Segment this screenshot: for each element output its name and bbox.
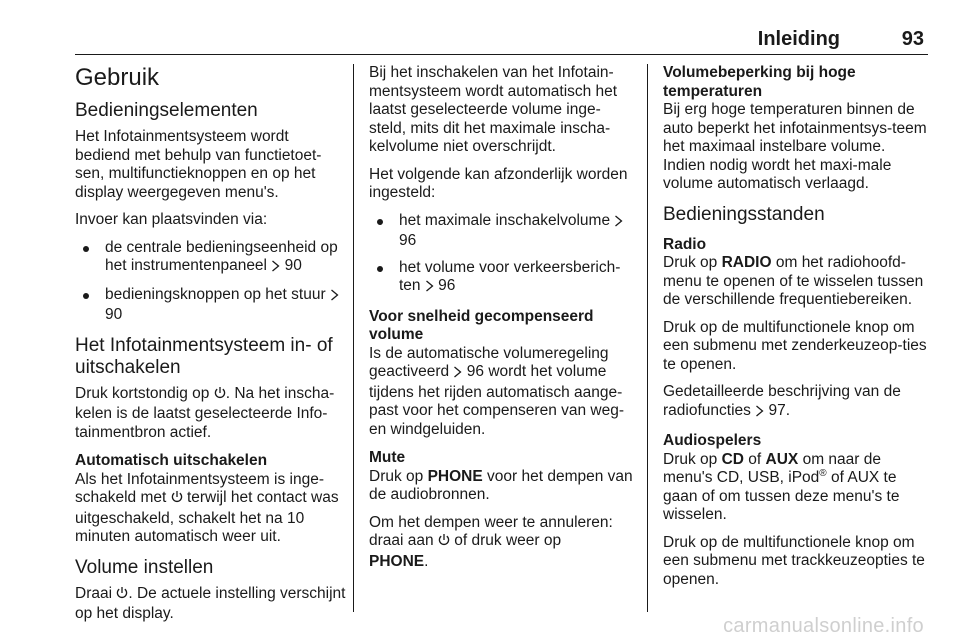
column-2 xyxy=(369,64,634,580)
list-item: het maximale inschakelvolume 96 xyxy=(369,212,634,251)
input-intro: Invoer kan plaatsvinden via: xyxy=(75,211,268,228)
onoff-text: Druk kortstondig op . Na het inscha-kelen is de laatst geselecteerde Info-tainmentbron actief. xyxy=(75,384,335,441)
list-item: de centrale bedieningseenheid op het instrumentenpaneel 90 xyxy=(75,239,347,278)
settings-intro: Het volgende kan afzonderlijk worden ingesteld: xyxy=(369,165,628,201)
audio-submenu-text: Druk op de multifunctionele knop om een submenu met trackkeuzeopties te openen. xyxy=(663,533,925,588)
onoff-heading: Het Infotainmentsysteem in- of uitschakelen xyxy=(75,334,333,378)
column-1 xyxy=(75,64,347,633)
radio-submenu-text: Druk op de multifunctionele knop om een submenu met zenderkeuzeop-ties te openen. xyxy=(663,318,927,373)
volume-heading: Volume instellen xyxy=(75,556,214,578)
phone-key-label: PHONE xyxy=(427,467,483,485)
settings-list xyxy=(369,212,634,298)
column-divider-2 xyxy=(647,64,648,612)
bullet-icon xyxy=(83,246,89,252)
watermark: carmanualsonline.info xyxy=(723,615,924,637)
cd-key-label: CD xyxy=(721,450,744,468)
power-knob-icon xyxy=(438,533,450,553)
section-title: Inleiding xyxy=(757,28,840,50)
page-number: 93 xyxy=(901,28,924,50)
auto-off-heading: Automatisch uitschakelen xyxy=(75,452,268,469)
page-reference[interactable]: 90 xyxy=(105,306,123,323)
column-divider-1 xyxy=(353,64,354,612)
audio-players-text: Druk op CD of AUX om naar de menu's CD, USB, iPod® of AUX te gaan of om tussen deze menu's te wisselen. xyxy=(663,450,900,523)
page-reference[interactable]: 96 xyxy=(438,277,456,294)
startup-volume-text: Bij het inschakelen van het Infotain-mentsysteem wordt automatisch het laatst geselecteerde volume inge-steld, mits dit het maximale inscha-kelvolume niet overschrijdt. xyxy=(369,64,618,155)
aux-key-label: AUX xyxy=(765,450,799,468)
radio-key-label: RADIO xyxy=(721,254,772,271)
arrow-ref-icon xyxy=(271,259,280,278)
list-item: bedieningsknoppen op het stuur 90 xyxy=(75,286,347,325)
arrow-ref-icon xyxy=(755,404,764,423)
page-header xyxy=(75,26,928,56)
page-reference[interactable]: 96 xyxy=(399,232,417,249)
arrow-ref-icon xyxy=(614,214,623,233)
mute-text: Druk op PHONE voor het dempen van de audiobronnen. xyxy=(369,467,633,503)
bullet-icon xyxy=(377,219,383,225)
speed-volume-heading: Voor snelheid gecompenseerd volume xyxy=(369,307,594,343)
arrow-ref-icon xyxy=(330,288,339,307)
bullet-icon xyxy=(83,293,89,299)
list-item: het volume voor verkeersberich-ten 96 xyxy=(369,259,634,298)
controls-heading: Bedieningselementen xyxy=(75,100,258,121)
phone-key-label: PHONE xyxy=(369,552,425,570)
power-knob-icon xyxy=(116,586,128,606)
chapter-title: Gebruik xyxy=(75,64,160,91)
temperature-heading: Volumebeperking bij hoge temperaturen xyxy=(663,64,856,100)
input-list xyxy=(75,239,347,325)
arrow-ref-icon xyxy=(453,365,462,384)
auto-off-text: Als het Infotainmentsysteem is inge-schakeld met terwijl het contact was uitgeschakeld, schakelt het na 10 minuten automatisch weer uit. xyxy=(75,470,339,545)
radio-detail-text: Gedetailleerde beschrijving van de radiofuncties 97. xyxy=(663,383,927,422)
page-reference[interactable]: 97 xyxy=(768,401,786,419)
radio-text: Druk op RADIO om het radiohoofd-menu te openen of te wisselen tussen de verschillende frequentiebereiken. xyxy=(663,254,924,308)
column-3 xyxy=(663,64,927,598)
page-reference[interactable]: 96 xyxy=(466,363,485,380)
registered-mark: ® xyxy=(819,467,827,479)
header-rule xyxy=(75,54,928,55)
mute-heading: Mute xyxy=(369,449,406,466)
arrow-ref-icon xyxy=(425,279,434,298)
controls-text: Het Infotainmentsysteem wordt bediend met behulp van functietoet-sen, multifunctieknoppen en op het display weergegeven menu's. xyxy=(75,128,322,201)
power-knob-icon xyxy=(214,386,226,406)
power-knob-icon xyxy=(171,490,183,510)
speed-volume-text: Is de automatische volumeregeling geactiveerd 96 wordt het volume tijdens het rijden automatisch aange-past voor het compenseren van weg-en windgeluiden. xyxy=(369,344,625,438)
temperature-text: Bij erg hoge temperaturen binnen de auto beperkt het infotainmentsys-teem het maximaal instelbare volume. Indien nodig wordt het maxi-male volume automatisch verlaagd. xyxy=(663,101,927,192)
page-reference[interactable]: 90 xyxy=(284,257,302,274)
unmute-text: Om het dempen weer te annuleren: draai aan of druk weer op PHONE. xyxy=(369,513,613,570)
radio-heading: Radio xyxy=(663,235,707,253)
audio-players-heading: Audiospelers xyxy=(663,432,762,449)
bullet-icon xyxy=(377,266,383,272)
modes-heading: Bedieningsstanden xyxy=(663,203,825,225)
volume-text: Draai . De actuele instelling verschijnt op het display. xyxy=(75,584,346,622)
